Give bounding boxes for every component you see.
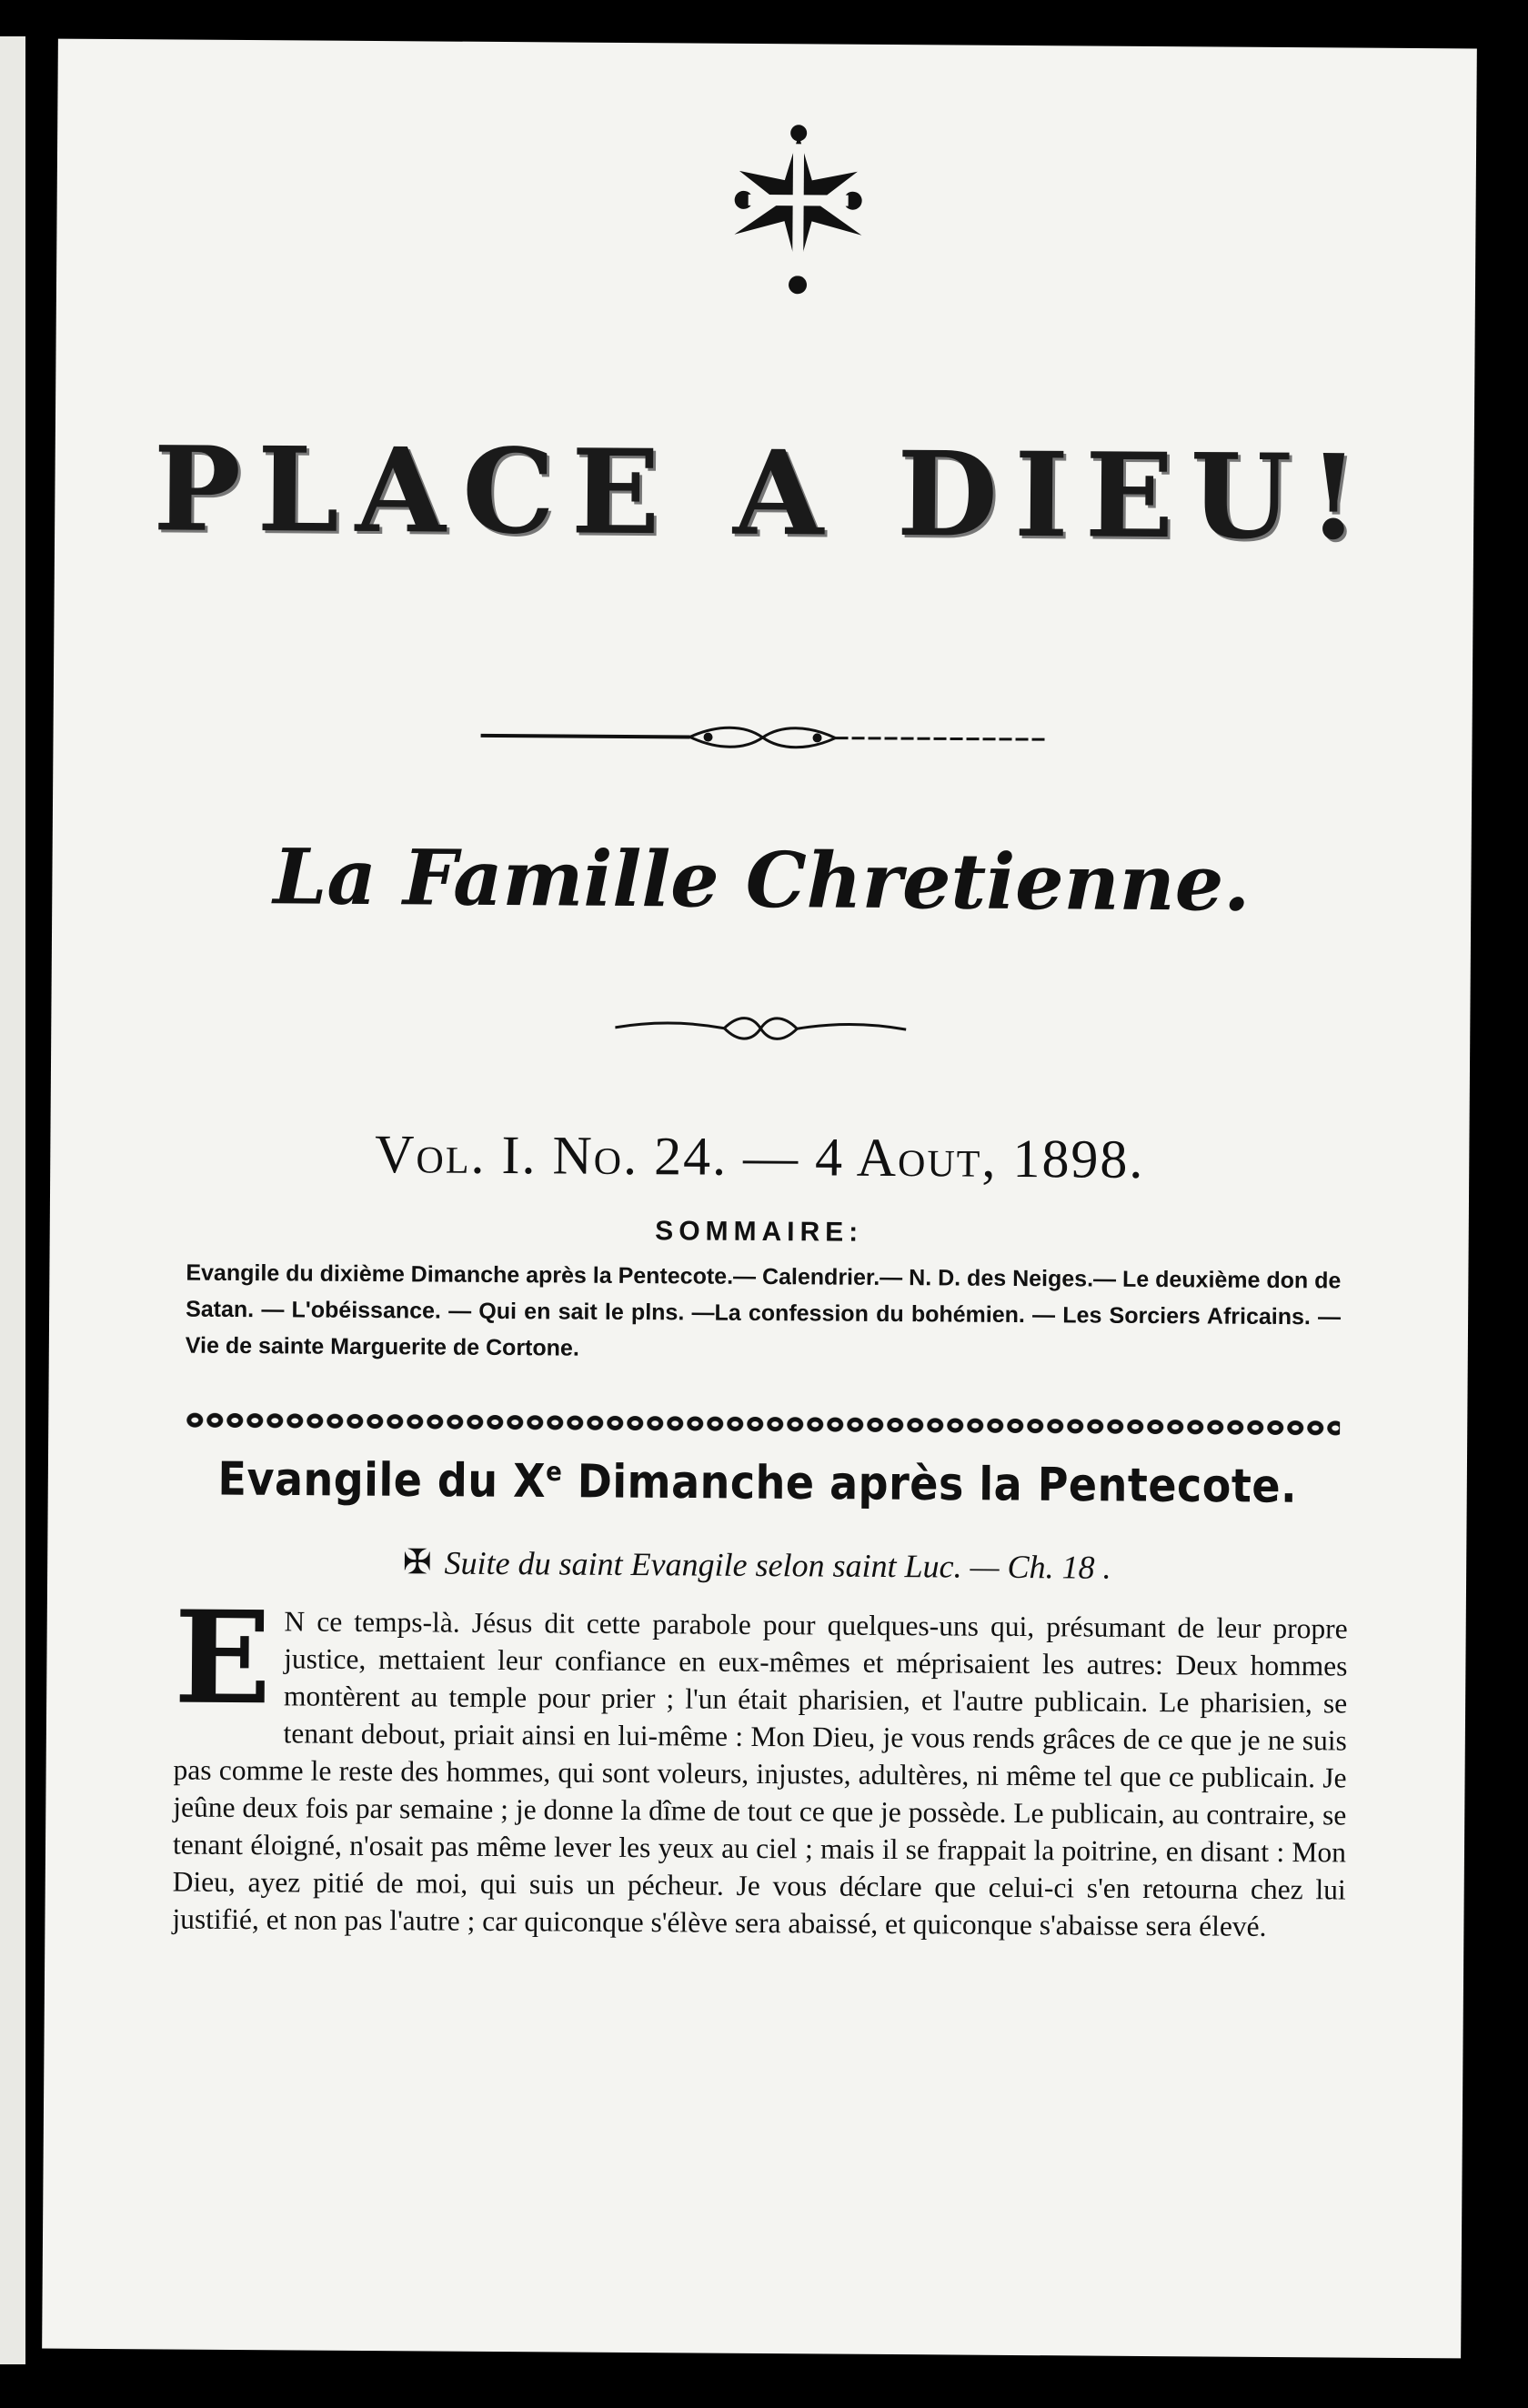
document-page (42, 39, 1477, 2359)
cross-icon (725, 116, 871, 299)
masthead-title: PLACE A DIEU! (153, 421, 1376, 567)
sommaire-contents: Evangile du dixième Dimanche après la Pentecote.— Calendrier.— N. D. des Neiges.— Le deuxième don de Satan. — L'obéissance. — Qui en sait le plns. —La confession du bohémien. — Les Sorciers Africains. — Vie de sainte Marguerite de Cortone. (185, 1259, 1342, 1361)
ornamental-rule-middle (615, 1014, 906, 1043)
issue-line: Vol. I. No. 24. — 4 Aout, 1898. (374, 1124, 1145, 1189)
gospel-paragraph: N ce temps-là. Jésus dit cette parabole pour quelques-uns qui, présumant de leur propre justice, mettaient leur confiance en eux-mêmes et méprisaient les autres: Deux hommes montèrent au temple pour prier ; l'un était pharisien, et l'autre publicain. Le pharisien, se tenant debout, priait ainsi en lui-même : Mon Dieu, je vous rends grâces de ce que je ne suis pas comme le reste des hommes, qui sont voleurs, injustes, adultères, ni même tel que ce publicain. Je jeûne deux fois par semaine ; je donne la dîme de tout ce que je possède. Le publicain, au contraire, se tenant éloigné, n'osait pas même lever les yeux au ciel ; mais il se frappait la poitrine, en disant : Mon Dieu, ayez pitié de moi, qui suis un pécheur. Je vous déclare que celui-ci s'en retourna chez lui justifié, et non pas l'autre ; car quiconque s'élève sera abaissé, et quiconque s'abaisse sera élevé. (172, 1605, 1348, 1942)
chain-divider (185, 1409, 1340, 1440)
adjacent-page-edge (0, 36, 25, 2364)
publication-subtitle: La Famille Chretienne. (273, 831, 1251, 928)
drop-cap: E (173, 1583, 272, 1734)
gospel-reference: ✠ Suite du saint Evangile selon saint Luc. — Ch. 18 . (402, 1543, 1111, 1586)
section-title: Evangile du Xe Dimanche après la Pentecote. (217, 1451, 1298, 1513)
ornamental-rule-top (480, 719, 1044, 756)
gospel-text (172, 1583, 1348, 1946)
sommaire-heading: SOMMAIRE: (655, 1216, 864, 1248)
maltese-cross-icon: ✠ (402, 1543, 432, 1582)
